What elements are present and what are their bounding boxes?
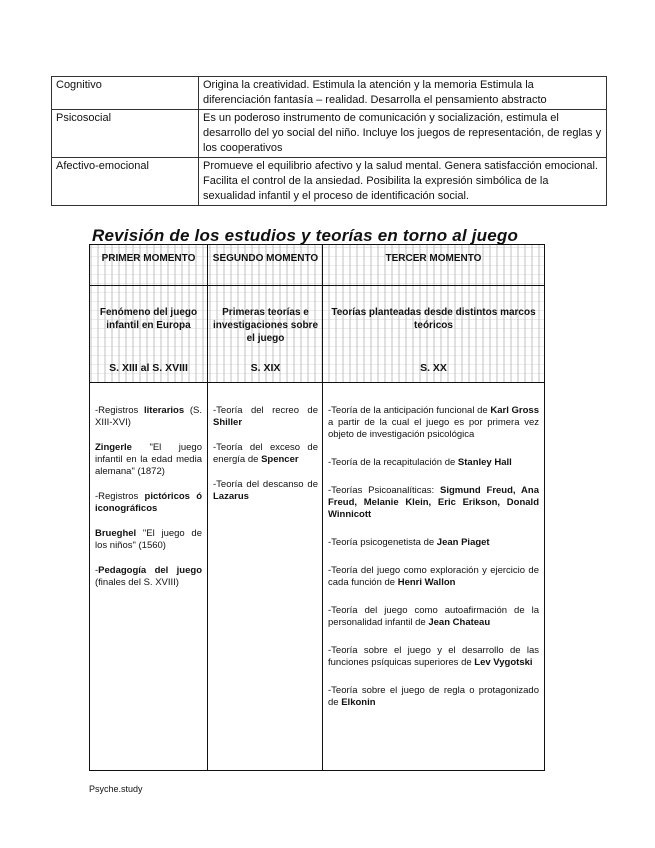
item-text: -Teoría sobre el juego de regla o protagonizado de	[328, 685, 539, 708]
item-emphasis: Jean Chateau	[428, 617, 491, 628]
item-text: "El juego infantil en la edad media alemana" (1872)	[95, 442, 202, 477]
item-text: -Registros	[95, 405, 144, 416]
column-first-moment	[90, 245, 207, 770]
footer-source: Psyche.study	[89, 784, 143, 794]
item-emphasis: Karl Gross	[490, 405, 539, 416]
item-text: -Teoría sobre el juego y el desarrollo de las funciones psíquicas superiores de	[328, 645, 539, 668]
category-cell: Cognitivo	[52, 77, 199, 110]
item-text: -Teoría del juego como autoafirmación de la personalidad infantil de	[328, 605, 539, 628]
list-item	[95, 442, 202, 478]
column-title: Primeras teorías e investigaciones sobre el juego	[212, 307, 319, 344]
moment-label: TERCER MOMENTO	[385, 253, 482, 264]
column-third-moment	[322, 245, 544, 770]
table-row	[52, 77, 607, 110]
item-emphasis: Elkonin	[341, 697, 376, 708]
item-emphasis: Zingerle	[95, 442, 132, 453]
category-cell: Psicosocial	[52, 110, 199, 158]
description-cell: Es un poderoso instrumento de comunicación y socialización, estimula el desarrollo del yo social del niño. Incluye los juegos de representación, de reglas y los cooperativos	[199, 110, 607, 158]
column-items	[213, 405, 318, 516]
item-text: (finales del S. XVIII)	[95, 577, 179, 588]
item-emphasis: Jean Piaget	[436, 537, 490, 548]
list-item	[328, 457, 539, 469]
table-row	[52, 158, 607, 206]
list-item	[213, 442, 318, 466]
item-text: -	[95, 565, 99, 576]
item-emphasis: Lev Vygotski	[474, 657, 533, 668]
item-text: -Teoría del juego como exploración y ejercicio de cada función de	[328, 565, 539, 588]
item-text: a partir de la cual el juego es por primera vez objeto de investigación psicológica	[328, 417, 539, 440]
list-item	[328, 565, 539, 589]
item-text: "El juego de los niños" (1560)	[95, 528, 202, 551]
item-emphasis: Lazarus	[213, 491, 249, 502]
description-cell: Origina la creatividad. Estimula la atención y la memoria Estimula la diferenciación fantasía – realidad. Desarrolla el pensamiento abstracto	[199, 77, 607, 110]
item-text: (S. XIII-XVI)	[95, 405, 202, 428]
list-item	[95, 528, 202, 552]
item-emphasis: pictóricos ó iconográficos	[95, 491, 202, 514]
table-row	[52, 110, 607, 158]
column-items	[328, 405, 539, 725]
century-label: S. XX	[420, 362, 447, 374]
list-item	[328, 537, 539, 549]
item-text: -Teoría del recreo de	[213, 405, 318, 416]
list-item	[328, 405, 539, 441]
item-text: -Teoría de la anticipación funcional de	[328, 405, 491, 416]
item-text: -Teorías Psicoanalíticas:	[328, 485, 441, 496]
list-item	[328, 485, 539, 521]
column-second-moment	[207, 245, 323, 770]
list-item	[213, 479, 318, 503]
item-text: -Teoría psicogenetista de	[328, 537, 437, 548]
item-text: -Teoría del exceso de energía de	[213, 442, 318, 465]
column-title: Fenómeno del juego infantil en Europa	[99, 307, 198, 331]
column-items	[95, 405, 202, 602]
item-emphasis: Spencer	[261, 454, 299, 465]
list-item	[95, 405, 202, 429]
description-cell: Promueve el equilibrio afectivo y la salud mental. Genera satisfacción emocional. Facilita el control de la ansiedad. Posibilita la expresión simbólica de la sexualidad infantil y el proceso de identificación social.	[199, 158, 607, 206]
category-cell: Afectivo-emocional	[52, 158, 199, 206]
list-item	[213, 405, 318, 429]
item-text: -Teoría de la recapitulación de	[328, 457, 458, 468]
list-item	[95, 565, 202, 589]
list-item	[328, 645, 539, 669]
item-emphasis: literarios	[144, 405, 185, 416]
list-item	[328, 685, 539, 709]
moment-label: SEGUNDO MOMENTO	[212, 253, 319, 264]
functions-table	[51, 76, 607, 206]
section-heading: Revisión de los estudios y teorías en torno al juego	[92, 226, 519, 245]
item-text: -Teoría del descanso de	[213, 479, 318, 490]
item-emphasis: Sigmund Freud, Ana Freud, Melanie Klein, Eric Erikson, Donald Winnicott	[328, 485, 539, 520]
item-emphasis: Stanley Hall	[457, 457, 512, 468]
century-label: S. XIII al S. XVIII	[109, 362, 188, 374]
list-item	[328, 605, 539, 629]
item-emphasis: Shiller	[213, 417, 243, 428]
column-title: Teorías planteadas desde distintos marcos teóricos	[331, 307, 536, 331]
moment-label: PRIMER MOMENTO	[101, 253, 196, 264]
item-text: -Registros	[95, 491, 145, 502]
history-table	[89, 244, 545, 771]
list-item	[95, 491, 202, 515]
item-emphasis: Brueghel	[95, 528, 137, 539]
item-emphasis: Henri Wallon	[397, 577, 456, 588]
century-label: S. XIX	[250, 362, 281, 374]
item-emphasis: Pedagogía del juego	[98, 565, 202, 576]
